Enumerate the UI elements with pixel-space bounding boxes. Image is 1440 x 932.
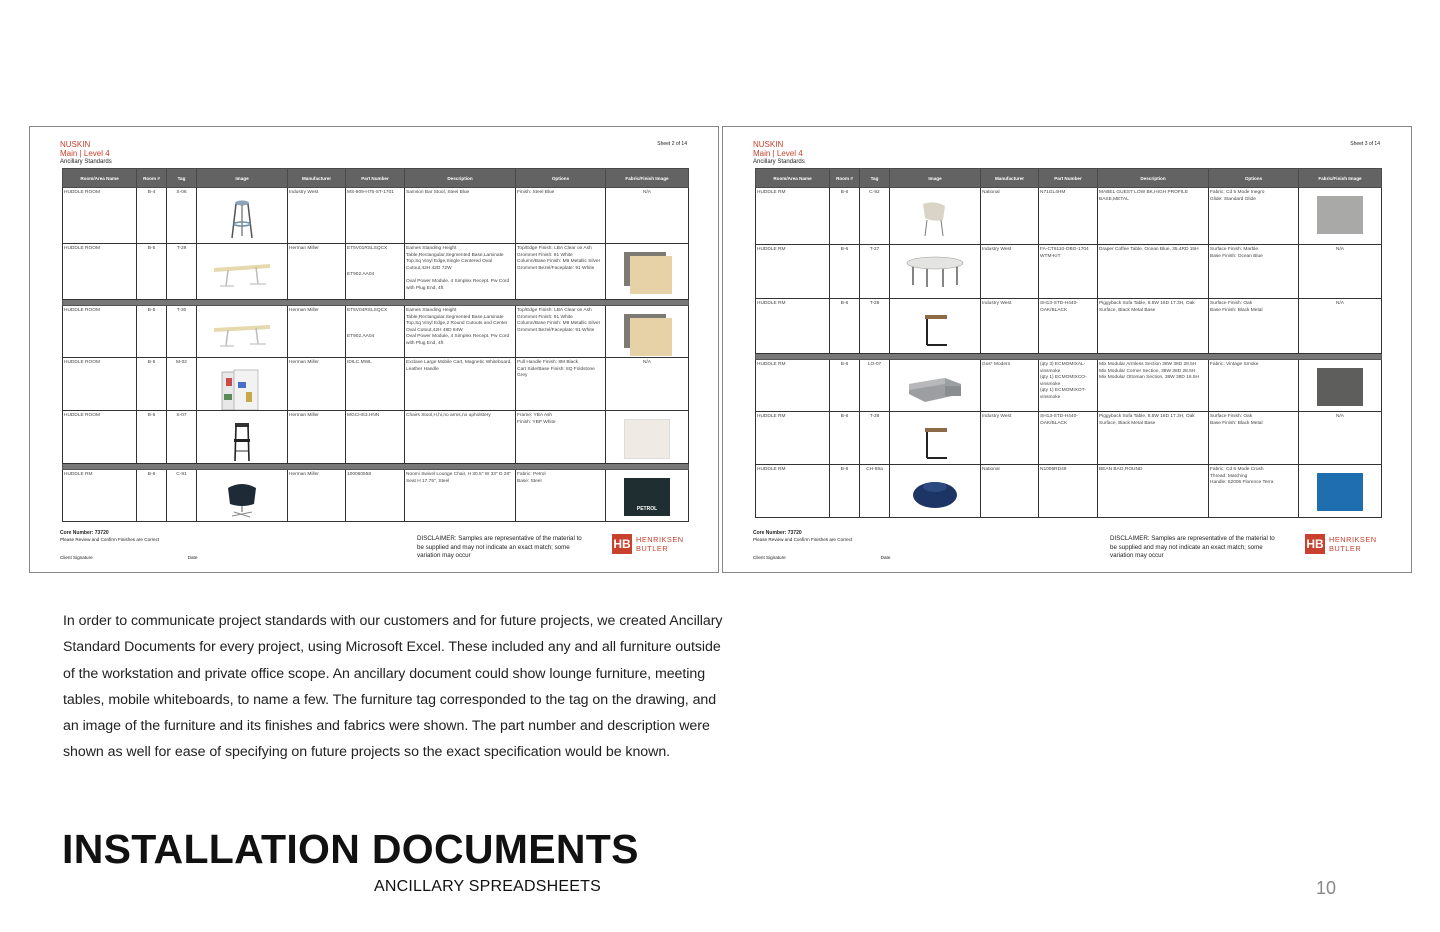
image-cell xyxy=(197,188,288,244)
description-cell: Mix Modular Armless Section 38W 38D 28.5H Mix Modular Corner Section, 38W 38D 28.5H Mix Modular Ottoman Section, 38W 38D 16.5H xyxy=(1098,360,1209,412)
room-number-cell: B-6 xyxy=(830,299,860,354)
confirm-note: Please Review and Confirm Finishes are Correct xyxy=(60,536,160,542)
signature-line: Client Signature Date xyxy=(60,555,198,560)
lounge-chair-image xyxy=(212,480,272,514)
core-number: Core Number: 73720 xyxy=(753,530,802,536)
description-cell: BEAN BAG,ROUND xyxy=(1098,465,1209,518)
manufacturer-cell: Herman Miller xyxy=(288,358,346,411)
hb-logo-mark: HB xyxy=(1305,534,1325,554)
col-header: Image xyxy=(890,169,981,188)
part-number-cell: N71GL4HM xyxy=(1039,188,1098,245)
table-row xyxy=(63,244,689,300)
crush-fabric-swatch xyxy=(1317,473,1363,511)
sheet-subtitle: Ancillary Standards xyxy=(60,159,112,165)
sheet-number: Sheet 3 of 14 xyxy=(1350,141,1380,147)
options-cell: Finish: Steel Blue xyxy=(516,188,606,244)
ancillary-table xyxy=(62,168,689,522)
table-header-row xyxy=(756,169,1382,188)
fabric-cell: N/A xyxy=(1299,245,1382,299)
table-row xyxy=(756,465,1382,518)
fabric-cell xyxy=(606,306,689,358)
fabric-cell xyxy=(1299,360,1382,412)
table-row xyxy=(63,306,689,358)
room-number-cell: B-6 xyxy=(830,412,860,465)
room-cell: HUDDLE RM xyxy=(756,188,830,245)
part-number-cell: FA-CT6110-OBG-1704 WTM-KIT xyxy=(1039,245,1098,299)
col-header: Fabric/Finish Image xyxy=(606,169,689,188)
description-cell: MABEL GUEST LOW BK,HIGH PROFILE BASE,METAL xyxy=(1098,188,1209,245)
part-number-cell: N1006RD49 xyxy=(1039,465,1098,518)
project-level: Main | Level 4 xyxy=(753,149,803,158)
col-header: Manufacturer xyxy=(288,169,346,188)
fabric-cell xyxy=(606,470,689,522)
project-name: NUSKIN xyxy=(753,140,784,149)
image-cell xyxy=(197,244,288,300)
col-header: Description xyxy=(405,169,516,188)
part-number-cell: (qty 3) ECMOMIXAL-vinsmoke (qty 1) ECMOMIXCO-vinsmoke (qty 1) ECMOMIXOT-vinsmoke xyxy=(1039,360,1098,412)
room-cell: HUDDLE RM xyxy=(756,360,830,412)
room-cell: HUDDLE ROOM xyxy=(63,188,137,244)
table-header-row xyxy=(63,169,689,188)
room-number-cell: B-6 xyxy=(830,465,860,518)
sofa-table-image xyxy=(905,422,965,456)
footer-notes xyxy=(60,530,159,543)
description-cell: Chairs Stool,H,hi,no arms,no upholstery xyxy=(405,411,516,464)
col-header: Manufacturer xyxy=(981,169,1039,188)
manufacturer-cell: National xyxy=(981,188,1039,245)
image-cell xyxy=(890,465,981,518)
room-number-cell: B-5 xyxy=(137,244,167,300)
room-cell: HUDDLE RM xyxy=(756,412,830,465)
wood-stool-image xyxy=(212,421,272,455)
description-cell: Eames Standing Height Table,Rectangular,Segmented Base,Laminate Top,Sq Vinyl Edge,Single Centered Oval Cutout,42H 42D 72W Oval Power Module, 4 Simplex Recept. Pw Cord with Plug End, 4ft xyxy=(405,244,516,300)
col-header: Options xyxy=(516,169,606,188)
logo-text: HENRIKSEN BUTLER xyxy=(1329,535,1377,553)
tag-cell: T-28 xyxy=(860,412,890,465)
sheet-left xyxy=(29,126,719,573)
fabric-cell: N/A xyxy=(1299,412,1382,465)
table-row xyxy=(756,360,1382,412)
manufacturer-cell: Industry West xyxy=(288,188,346,244)
manufacturer-cell: Industry West xyxy=(981,245,1039,299)
signature-line: Client Signature Date xyxy=(753,555,891,560)
core-number: Core Number: 73720 xyxy=(60,530,109,536)
image-cell xyxy=(197,470,288,522)
table-row xyxy=(63,470,689,522)
confirm-note: Please Review and Confirm Finishes are Correct xyxy=(753,536,853,542)
manufacturer-cell: Industry West xyxy=(981,412,1039,465)
room-cell: HUDDLE RM xyxy=(63,470,137,522)
col-header: Room/Area Name xyxy=(756,169,830,188)
room-cell: HUDDLE ROOM xyxy=(63,244,137,300)
image-cell xyxy=(197,358,288,411)
room-number-cell: B-5 xyxy=(137,306,167,358)
tag-cell: S-07 xyxy=(167,411,197,464)
table-row xyxy=(63,188,689,244)
fabric-cell: N/A xyxy=(606,358,689,411)
table-row xyxy=(756,299,1382,354)
col-header: Options xyxy=(1209,169,1299,188)
room-cell: HUDDLE ROOM xyxy=(63,358,137,411)
sofa-table-image xyxy=(905,309,965,343)
vintage-smoke-swatch xyxy=(1317,368,1363,406)
coffee-table-image xyxy=(905,255,965,289)
footer-notes xyxy=(753,530,852,543)
description-cell: Samson Bar Stool, Steel Blue xyxy=(405,188,516,244)
ash-laminate-swatch xyxy=(624,252,670,290)
description-cell: Eames Standing Height Table,Rectangular,Segmented Base,Laminate Top,Sq Vinyl Edge,2 Round Cutouts and Center Oval Cutout,42H 48D 84W Oval Power Module, 4 Simplex Recept. Pw Cord with Plug End, 4ft xyxy=(405,306,516,358)
col-header: Part Number xyxy=(1039,169,1098,188)
image-cell xyxy=(890,299,981,354)
tag-cell: LO-07 xyxy=(860,360,890,412)
standing-table-image xyxy=(212,316,272,350)
table-row xyxy=(756,188,1382,245)
options-cell: Fabric: Petrol Base: Steel xyxy=(516,470,606,522)
table-row xyxy=(63,358,689,411)
guest-chair-image xyxy=(905,198,965,232)
sheet-number: Sheet 2 of 14 xyxy=(657,141,687,147)
description-cell: Exclave Large Mobile Cart, Magnetic Whiteboard, Leather Handle xyxy=(405,358,516,411)
disclaimer: DISCLAIMER: Samples are representative of the material to be supplied and may not indicate an exact match; some variation may occur xyxy=(417,535,582,559)
fabric-cell xyxy=(606,244,689,300)
tag-cell: M-02 xyxy=(167,358,197,411)
ancillary-table xyxy=(755,168,1382,518)
ash-laminate-swatch xyxy=(624,314,670,352)
options-cell: Fabric: Vintage Smoke xyxy=(1209,360,1299,412)
part-number-cell: MGCHS3.HNN xyxy=(346,411,405,464)
room-cell: HUDDLE ROOM xyxy=(63,411,137,464)
sheet-title-block xyxy=(753,140,805,167)
tag-cell: CH-59a xyxy=(860,465,890,518)
part-number-cell: MS-909-H75-ST-1701 xyxy=(346,188,405,244)
col-header: Part Number xyxy=(346,169,405,188)
project-level: Main | Level 4 xyxy=(60,149,110,158)
bean-bag-image xyxy=(905,475,965,509)
room-cell: HUDDLE ROOM xyxy=(63,306,137,358)
swatch-label: PETROL xyxy=(636,506,658,513)
part-number-cell: ET5V04RSLSQCX ET902.AA04 xyxy=(346,306,405,358)
description-cell: Piggyback Sofa Table, 8.5W 16D 17.3H, Oak Surface, Black Metal Base xyxy=(1098,412,1209,465)
col-header: Image xyxy=(197,169,288,188)
page-subtitle: ANCILLARY SPREADSHEETS xyxy=(374,878,602,895)
table-row xyxy=(756,412,1382,465)
col-header: Tag xyxy=(860,169,890,188)
inegro-fabric-swatch xyxy=(1317,196,1363,234)
hb-logo-mark: HB xyxy=(612,534,632,554)
page-number: 10 xyxy=(1316,878,1337,898)
whiteboard-cart-image xyxy=(212,368,272,402)
project-name: NUSKIN xyxy=(60,140,91,149)
col-header: Room # xyxy=(137,169,167,188)
modular-sofa-image xyxy=(905,370,965,404)
room-number-cell: B-5 xyxy=(137,358,167,411)
sheet-subtitle: Ancillary Standards xyxy=(753,159,805,165)
col-header: Tag xyxy=(167,169,197,188)
room-number-cell: B-6 xyxy=(830,188,860,245)
henriksen-butler-logo xyxy=(1305,534,1385,554)
options-cell: Surface Finish: Oak Base Finish: Black Metal xyxy=(1209,412,1299,465)
tag-cell: C-91 xyxy=(167,470,197,522)
part-number-cell: ET5V01RSLSQCX ET902.AA04 xyxy=(346,244,405,300)
image-cell xyxy=(197,411,288,464)
tag-cell: T-28 xyxy=(860,299,890,354)
manufacturer-cell: Gus* Modern xyxy=(981,360,1039,412)
petrol-fabric-swatch xyxy=(624,478,670,516)
logo-text: HENRIKSEN BUTLER xyxy=(636,535,684,553)
description-cell: Noomi Swivel Lounge Chair, H 30.5" W 33" D 28" Seat H 17.75", Steel xyxy=(405,470,516,522)
room-number-cell: B-4 xyxy=(137,188,167,244)
room-cell: HUDDLE RM xyxy=(756,299,830,354)
description-cell: Piggyback Sofa Table, 8.5W 16D 17.3H, Oak Surface, Black Metal Base xyxy=(1098,299,1209,354)
tag-cell: T-27 xyxy=(860,245,890,299)
henriksen-butler-logo xyxy=(612,534,692,554)
image-cell xyxy=(890,245,981,299)
manufacturer-cell: Herman Miller xyxy=(288,470,346,522)
part-number-cell: SH13-STD-H440-OAK/BLACK xyxy=(1039,299,1098,354)
tag-cell: S-06 xyxy=(167,188,197,244)
manufacturer-cell: Industry West xyxy=(981,299,1039,354)
tag-cell: T-30 xyxy=(167,306,197,358)
manufacturer-cell: Herman Miller xyxy=(288,411,346,464)
bar-stool-image xyxy=(212,198,272,232)
description-cell: Draper Coffee Table, Ocean Blue, 35.4RD 15H xyxy=(1098,245,1209,299)
manufacturer-cell: Herman Miller xyxy=(288,244,346,300)
room-number-cell: B-6 xyxy=(137,470,167,522)
page-title: INSTALLATION DOCUMENTS xyxy=(62,826,639,872)
col-header: Description xyxy=(1098,169,1209,188)
sheet-right xyxy=(722,126,1412,573)
options-cell: Top/Edge Finish: LBA Clear on Ash Grommet Finish: 91 White Column/Base Finish: M9 Metallic Silver Grommet Bezel/Faceplate: 91 White xyxy=(516,244,606,300)
table-row xyxy=(63,411,689,464)
col-header: Room # xyxy=(830,169,860,188)
room-number-cell: B-6 xyxy=(830,360,860,412)
white-ash-swatch xyxy=(624,419,670,457)
image-cell xyxy=(890,412,981,465)
fabric-cell: N/A xyxy=(606,188,689,244)
options-cell: Surface Finish: Oak Base Finish: Black Metal xyxy=(1209,299,1299,354)
options-cell: Surface Finish: Marble Base Finish: Ocean Blue xyxy=(1209,245,1299,299)
image-cell xyxy=(890,360,981,412)
options-cell: Fabric: Cd 5 Mode Inegro Glide: Standard Glide xyxy=(1209,188,1299,245)
tag-cell: T-29 xyxy=(167,244,197,300)
options-cell: Top/Edge Finish: LBA Clear on Ash Grommet Finish: 91 White Column/Base Finish: M9 Metallic Silver Grommet Bezel/Faceplate: 91 White xyxy=(516,306,606,358)
fabric-cell xyxy=(1299,188,1382,245)
room-cell: HUDDLE RM xyxy=(756,465,830,518)
standing-table-image xyxy=(212,254,272,288)
fabric-cell xyxy=(606,411,689,464)
description-paragraph: In order to communicate project standards with our customers and for future projects, we created Ancillary Standard Documents for every project, using Microsoft Excel. These included any and all furniture outside of the workstation and private office scope. An ancillary document could show lounge furniture, meeting tables, mobile whiteboards, to name a few. The furniture tag corresponded to the tag on the drawing, and an image of the furniture and its finishes and fabrics were shown. The part number and description were shown as well for ease of specifying on future projects so the exact specification would be known. xyxy=(63,613,723,761)
options-cell: Frame: YBA Ash Finish: YBP White xyxy=(516,411,606,464)
part-number-cell: 100060558 xyxy=(346,470,405,522)
fabric-cell xyxy=(1299,465,1382,518)
col-header: Fabric/Finish Image xyxy=(1299,169,1382,188)
disclaimer: DISCLAIMER: Samples are representative of the material to be supplied and may not indicate an exact match; some variation may occur xyxy=(1110,535,1275,559)
options-cell: Fabric: Cd 6 Mode Crush Thread: Matching Handle: 62006 Florence Terra xyxy=(1209,465,1299,518)
image-cell xyxy=(197,306,288,358)
fabric-cell: N/A xyxy=(1299,299,1382,354)
manufacturer-cell: National xyxy=(981,465,1039,518)
options-cell: Pull Handle Finish: 8M Black Cart Side/Base Finish: 8Q Foldstone Grey xyxy=(516,358,606,411)
sheet-title-block xyxy=(60,140,112,167)
room-number-cell: B-5 xyxy=(137,411,167,464)
col-header: Room/Area Name xyxy=(63,169,137,188)
manufacturer-cell: Herman Miller xyxy=(288,306,346,358)
room-number-cell: B-6 xyxy=(830,245,860,299)
image-cell xyxy=(890,188,981,245)
part-number-cell: SH13-STD-H440-OAK/BLACK xyxy=(1039,412,1098,465)
part-number-cell: IDILC.MWL xyxy=(346,358,405,411)
table-row xyxy=(756,245,1382,299)
tag-cell: C-92 xyxy=(860,188,890,245)
room-cell: HUDDLE RM xyxy=(756,245,830,299)
